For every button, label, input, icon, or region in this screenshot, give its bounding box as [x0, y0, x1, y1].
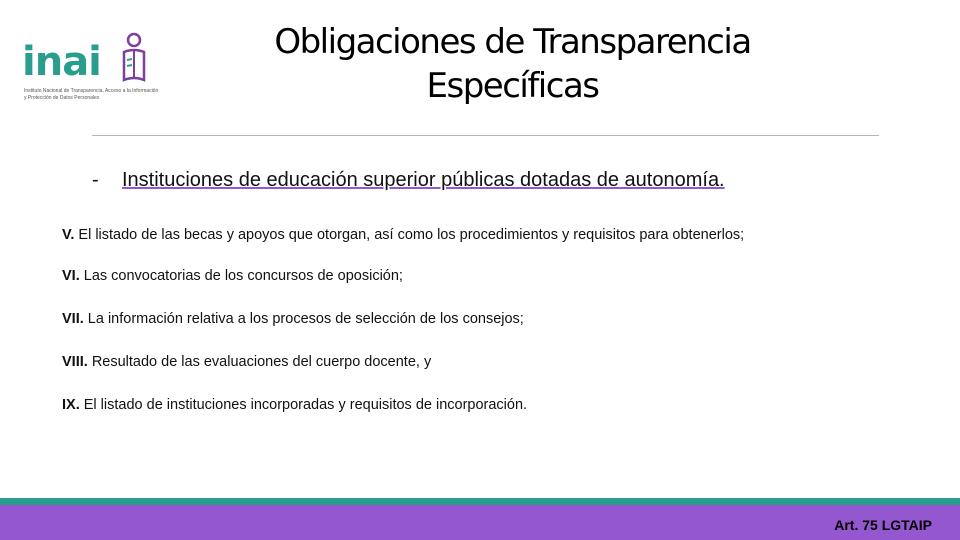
subtitle-text: Instituciones de educación superior públicas dotadas de autonomía.: [122, 169, 725, 191]
item-numeral: IX.: [62, 397, 80, 413]
item-text: El listado de instituciones incorporadas y requisitos de incorporación.: [79, 397, 528, 413]
logo-caption: Instituto Nacional de Transparencia, Acceso a la Información y Protección de Datos Personales: [24, 88, 159, 101]
item-text: Resultado de las evaluaciones del cuerpo docente, y: [87, 354, 432, 370]
list-item: [62, 225, 922, 245]
item-numeral: VII.: [62, 311, 84, 327]
title-divider: [92, 135, 879, 136]
list-item: [62, 309, 922, 329]
inai-logo: [22, 30, 157, 110]
footer-bar: [0, 505, 960, 540]
reader-icon: [118, 30, 150, 90]
section-subtitle: [92, 167, 852, 193]
list-item: [62, 395, 922, 415]
item-numeral: VIII.: [62, 354, 88, 370]
list-item: [62, 352, 922, 372]
item-numeral: V.: [62, 227, 75, 243]
subtitle-bullet: -: [92, 169, 99, 191]
page-title: [200, 20, 825, 108]
footer-accent-line: [0, 498, 960, 505]
item-numeral: VI.: [62, 268, 80, 284]
item-text: La información relativa a los procesos de selección de los consejos;: [83, 311, 524, 327]
list-item: [62, 266, 922, 286]
title-line-2: Específicas: [426, 66, 599, 106]
footer-label: Art. 75 LGTAIP: [834, 517, 932, 533]
item-text: Las convocatorias de los concursos de oposición;: [79, 268, 403, 284]
logo-wordmark: inai: [22, 39, 101, 85]
title-line-1: Obligaciones de Transparencia: [274, 22, 751, 62]
item-text: El listado de las becas y apoyos que otorgan, así como los procedimientos y requisitos para obtenerlos;: [74, 227, 745, 243]
